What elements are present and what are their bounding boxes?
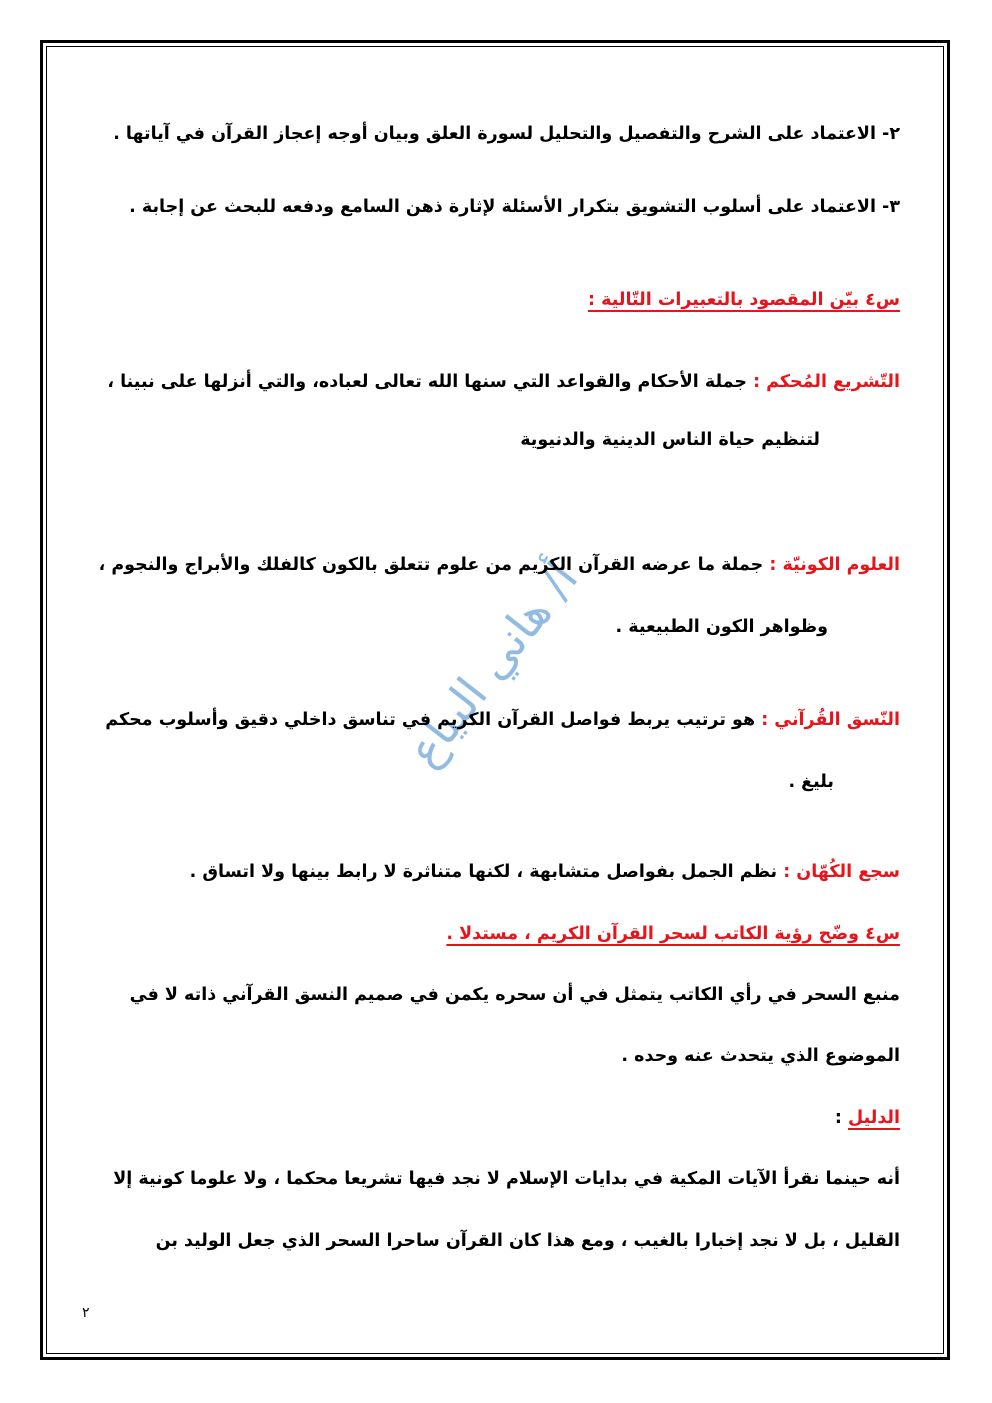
question-magic-heading	[446, 924, 900, 945]
question-terms-heading-text: س٤ بيّن المقصود بالتعبيرات التّالية :	[588, 290, 900, 310]
term-4-label: سجع الكُهّان :	[783, 862, 900, 882]
term-4-definition: نظم الجمل بفواصل متشابهة ، لكنها متناثرة لا رابط بينها ولا اتساق .	[189, 862, 778, 882]
term-2-definition: جملة ما عرضه القرآن الكريم من علوم تتعلق بالكون كالفلك والأبراج والنجوم ،	[98, 555, 764, 575]
evidence-colon: :	[834, 1108, 848, 1128]
term-3-label: النّسق القُرآني :	[761, 710, 900, 730]
evidence-heading	[835, 1108, 900, 1129]
term-2-label: العلوم الكونيّة :	[769, 555, 900, 575]
term-3-definition: هو ترتيب يربط فواصل القرآن الكريم في تناسق داخلي دقيق وأسلوب محكم	[105, 710, 756, 730]
page-number: ٢	[82, 1305, 90, 1321]
term-1-line-1	[107, 372, 900, 393]
list-item-2: ٢- الاعتماد على الشرح والتفصيل والتحليل لسورة العلق وبيان أوجه إعجاز القرآن في آياتها .	[113, 124, 900, 144]
term-2-line-2: وظواهر الكون الطبيعية .	[615, 617, 828, 637]
answer-line-1: منبع السحر في رأي الكاتب يتمثل في أن سحره يكمن في صميم النسق القرآني ذاته لا في	[129, 985, 900, 1005]
evidence-label: الدليل	[847, 1108, 900, 1128]
term-1-label: التّشريع المُحكم :	[753, 372, 900, 392]
term-3-line-2: بليغ .	[788, 772, 834, 792]
term-1-definition: جملة الأحكام والقواعد التي سنها الله تعالى لعباده، والتي أنزلها على نبينا ،	[107, 372, 747, 392]
question-magic-heading-text: س٤ وضّح رؤية الكاتب لسحر القرآن الكريم ، مستدلا .	[446, 924, 900, 944]
evidence-line-1: أنه حينما نقرأ الآيات المكية في بدايات الإسلام لا نجد فيها تشريعا محكما ، ولا علوما كونية إلا	[113, 1169, 900, 1189]
question-terms-heading	[588, 290, 900, 311]
term-2-line-1	[99, 555, 900, 576]
answer-line-2: الموضوع الذي يتحدث عنه وحده .	[621, 1046, 900, 1066]
list-item-3: ٣- الاعتماد على أسلوب التشويق بتكرار الأسئلة لإثارة ذهن السامع ودفعه للبحث عن إجابة .	[129, 197, 900, 217]
watermark: أ/ هاني البياع	[396, 551, 589, 777]
evidence-line-2: القليل ، بل لا نجد إخبارا بالغيب ، ومع هذا كان القرآن ساحرا السحر الذي جعل الوليد بن	[155, 1231, 900, 1251]
term-1-line-2: لتنظيم حياة الناس الدينية والدنيوية	[520, 430, 820, 450]
term-4-line-1	[190, 862, 900, 883]
term-3-line-1	[105, 710, 900, 731]
